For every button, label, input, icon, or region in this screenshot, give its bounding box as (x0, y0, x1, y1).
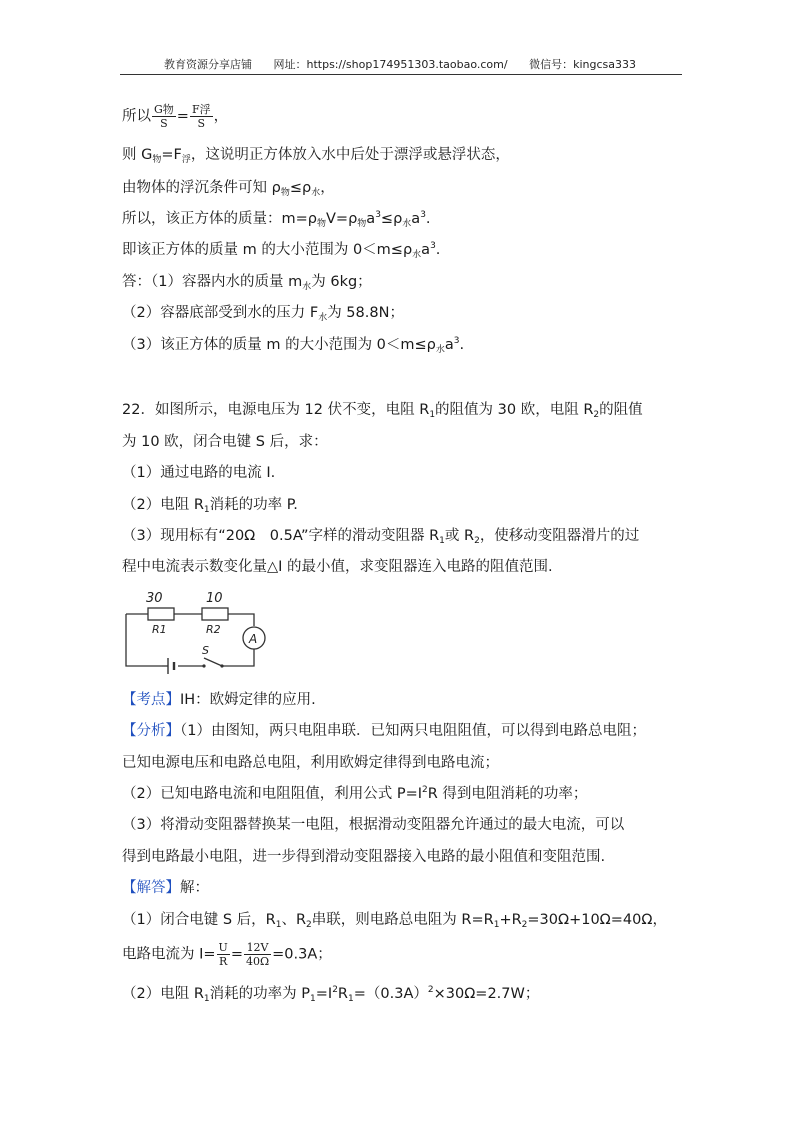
switch-pivot-icon (202, 664, 205, 667)
line-mass-expression: 所以，该正方体的质量：$m=\rho_物V=\rho_物a^3\le\rho_水a^3$. (122, 210, 431, 229)
line-density-condition: 由物体的浮沉条件可知 $\rho_物\le\rho_水$， (122, 180, 335, 198)
answer-line-3: （3）该正方体的质量 m 的大小范围为 $0<m\le\rho_水a^3$. (122, 336, 465, 355)
fraction-g-over-s: $\frac{\text{G物}}{S}$ (154, 103, 174, 130)
header-divider (120, 74, 682, 75)
q22-part-1: （1）通过电路的电流 I. (122, 465, 276, 481)
q22-part-3: （3）现用标有“20Ω 0.5A”字样的滑动变阻器 $R_1$或 $R_2$，使移动变阻器滑片的过 (122, 528, 640, 546)
fenxi-line-1: 【分析】（1）由图知，两只电阻串联．已知两只电阻阻值，可以得到电路总电阻； (122, 723, 646, 739)
page-header (120, 56, 680, 72)
q22-stem-line-1: 22．如图所示，电源电压为 12 伏不变，电阻 $R_1$的阻值为 30 欧，电阻 $R_2$的阻值 (122, 402, 643, 420)
kaodian-line: 【考点】IH：欧姆定律的应用. (122, 692, 316, 708)
ammeter-label: A (249, 632, 258, 646)
r1-value-label: 30 (146, 591, 163, 606)
answer-line-1: 答：（1）容器内水的质量 $m_水$为 6kg； (122, 274, 372, 292)
line-mass-range: 即该正方体的质量 m 的大小范围为 $0<m\le\rho_水a^3$. (122, 241, 441, 260)
q22-part-2: （2）电阻 $R_1$消耗的功率 P. (122, 497, 298, 515)
fraction-u-over-r: $\frac{U}{R}$ (218, 941, 228, 968)
fenxi-line-4: （3）将滑动变阻器替换某一电阻，根据滑动变阻器允许通过的最大电流，可以 (122, 817, 625, 833)
r2-name-label: R2 (206, 623, 221, 636)
r2-value-label: 10 (206, 591, 223, 606)
solution-line-2: 电路电流为 I= $\frac{U}{R}$ = $\frac{12V}{40\Omega}$ =0.3A； (122, 941, 332, 968)
line-g-equals-f: 则 $G_物=F_浮$，这说明正方体放入水中后处于漂浮或悬浮状态， (122, 147, 510, 165)
q22-part-3-cont: 程中电流表示数变化量△I 的最小值，求变阻器连入电路的阻值范围. (122, 559, 553, 575)
solution-line-1: （1）闭合电键 S 后，$R_1$、$R_2$串联，则电路总电阻为 $R=R_1+R_2=30\Omega+10\Omega=40\Omega$， (122, 912, 667, 930)
switch-contact-icon (220, 664, 223, 667)
kaodian-tag: 【考点】 (122, 692, 180, 708)
circuit-diagram (118, 588, 278, 676)
fraction-f-over-s: $\frac{\text{F浮}}{S}$ (191, 103, 211, 130)
r1-name-label: R1 (152, 623, 167, 636)
fenxi-line-2: 已知电源电压和电路总电阻，利用欧姆定律得到电路电流； (122, 755, 499, 771)
r2-resistor (202, 608, 228, 620)
jieda-line: 【解答】解： (122, 880, 209, 896)
solution-line-3: （2）电阻 $R_1$消耗的功率为 $P_1=I^2R_1=(0.3A)^2\times 30\Omega=2.7W$； (122, 985, 540, 1004)
q22-stem-line-2: 为 10 欧，闭合电键 S 后，求： (122, 434, 328, 450)
fenxi-line-5: 得到电路最小电阻，进一步得到滑动变阻器接入电路的最小阻值和变阻范围. (122, 849, 606, 865)
switch-label: S (202, 644, 209, 657)
shop-name: 教育资源分享店铺 (164, 58, 252, 71)
fenxi-line-3: （2）已知电路电流和电阻阻值，利用公式 $P=I^2R$ 得到电阻消耗的功率； (122, 785, 588, 802)
line-fraction-equation: 所以 $\frac{\text{G物}}{S}$ = $\frac{\text{F浮}}{S}$ ， (122, 103, 229, 130)
fenxi-tag: 【分析】 (122, 723, 180, 739)
jieda-tag: 【解答】 (122, 880, 180, 896)
answer-line-2: （2）容器底部受到水的压力 $F_水$为 58.8N； (122, 305, 404, 323)
shop-url[interactable]: 网址：https://shop174951303.taobao.com/ (273, 58, 508, 71)
fraction-12v-over-40ohm: $\frac{12V}{40\Omega}$ (245, 941, 270, 968)
r1-resistor (148, 608, 174, 620)
wechat-id: 微信号：kingcsa333 (529, 58, 636, 71)
